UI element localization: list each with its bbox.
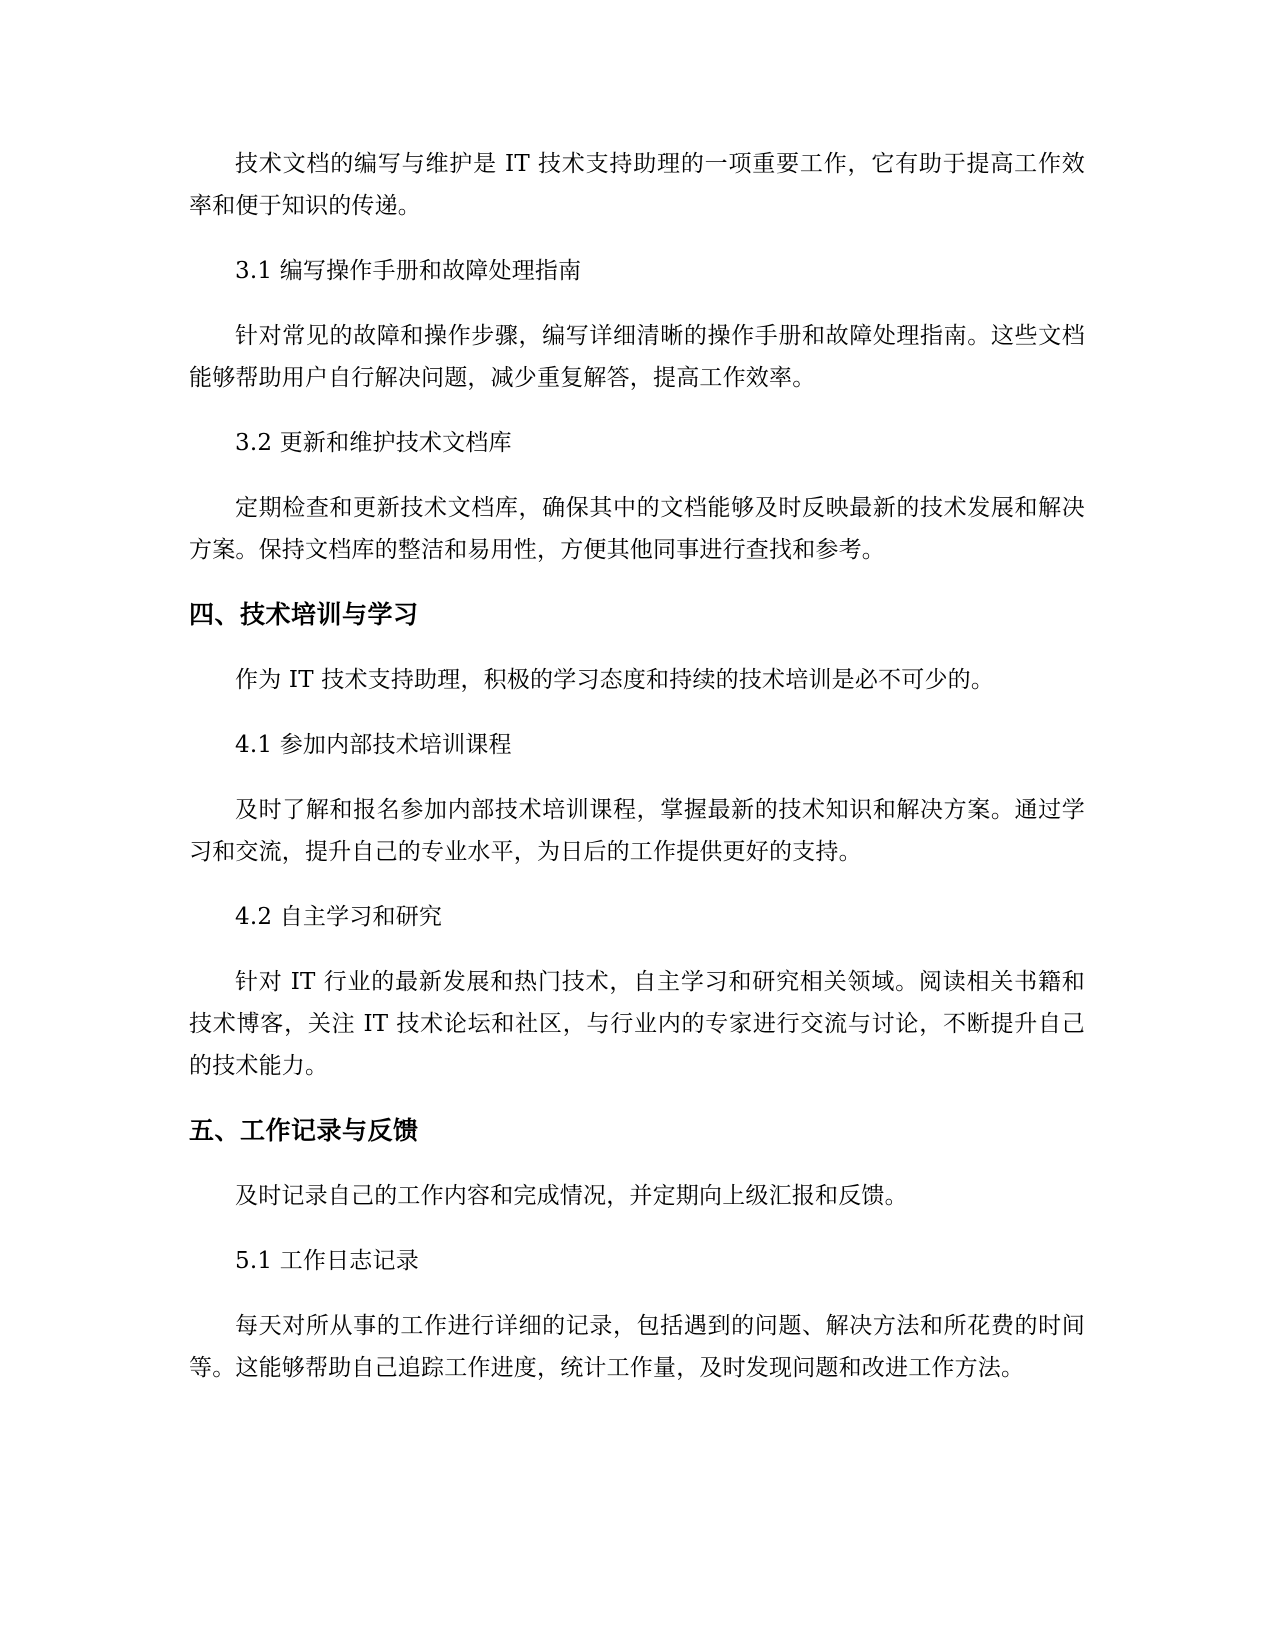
section-4-intro-paragraph: 作为 IT 技术支持助理，积极的学习态度和持续的技术培训是必不可少的。: [235, 667, 995, 693]
section-4-1-paragraph: 及时了解和报名参加内部技术培训课程，掌握最新的技术知识和解决方案。通过学习和交流，提升自己的专业水平，为日后的工作提供更好的支持。: [189, 797, 1085, 865]
section-3-1-paragraph: 针对常见的故障和操作步骤，编写详细清晰的操作手册和故障处理指南。这些文档能够帮助用户自行解决问题，减少重复解答，提高工作效率。: [189, 323, 1085, 391]
section-3-2-paragraph: 定期检查和更新技术文档库，确保其中的文档能够及时反映最新的技术发展和解决方案。保持文档库的整洁和易用性，方便其他同事进行查找和参考。: [189, 495, 1085, 563]
document-body: [189, 143, 1085, 1412]
section-4-heading: 四、技术培训与学习: [189, 600, 419, 629]
subheading-3-1: 3.1 编写操作手册和故障处理指南: [235, 258, 582, 284]
subheading-5-1: 5.1 工作日志记录: [235, 1248, 419, 1274]
section-5-1-paragraph: 每天对所从事的工作进行详细的记录，包括遇到的问题、解决方法和所花费的时间等。这能够帮助自己追踪工作进度，统计工作量，及时发现问题和改进工作方法。: [189, 1313, 1085, 1381]
subheading-4-1: 4.1 参加内部技术培训课程: [235, 732, 512, 758]
subheading-3-2: 3.2 更新和维护技术文档库: [235, 430, 512, 456]
subheading-4-2: 4.2 自主学习和研究: [235, 904, 443, 930]
section-5-intro-paragraph: 及时记录自己的工作内容和完成情况，并定期向上级汇报和反馈。: [235, 1183, 908, 1209]
section-4-2-paragraph: 针对 IT 行业的最新发展和热门技术，自主学习和研究相关领域。阅读相关书籍和技术博客，关注 IT 技术论坛和社区，与行业内的专家进行交流与讨论，不断提升自己的技术能力。: [189, 969, 1085, 1079]
section-5-heading: 五、工作记录与反馈: [189, 1116, 419, 1145]
section-3-intro-paragraph: 技术文档的编写与维护是 IT 技术支持助理的一项重要工作，它有助于提高工作效率和便于知识的传递。: [189, 151, 1085, 219]
